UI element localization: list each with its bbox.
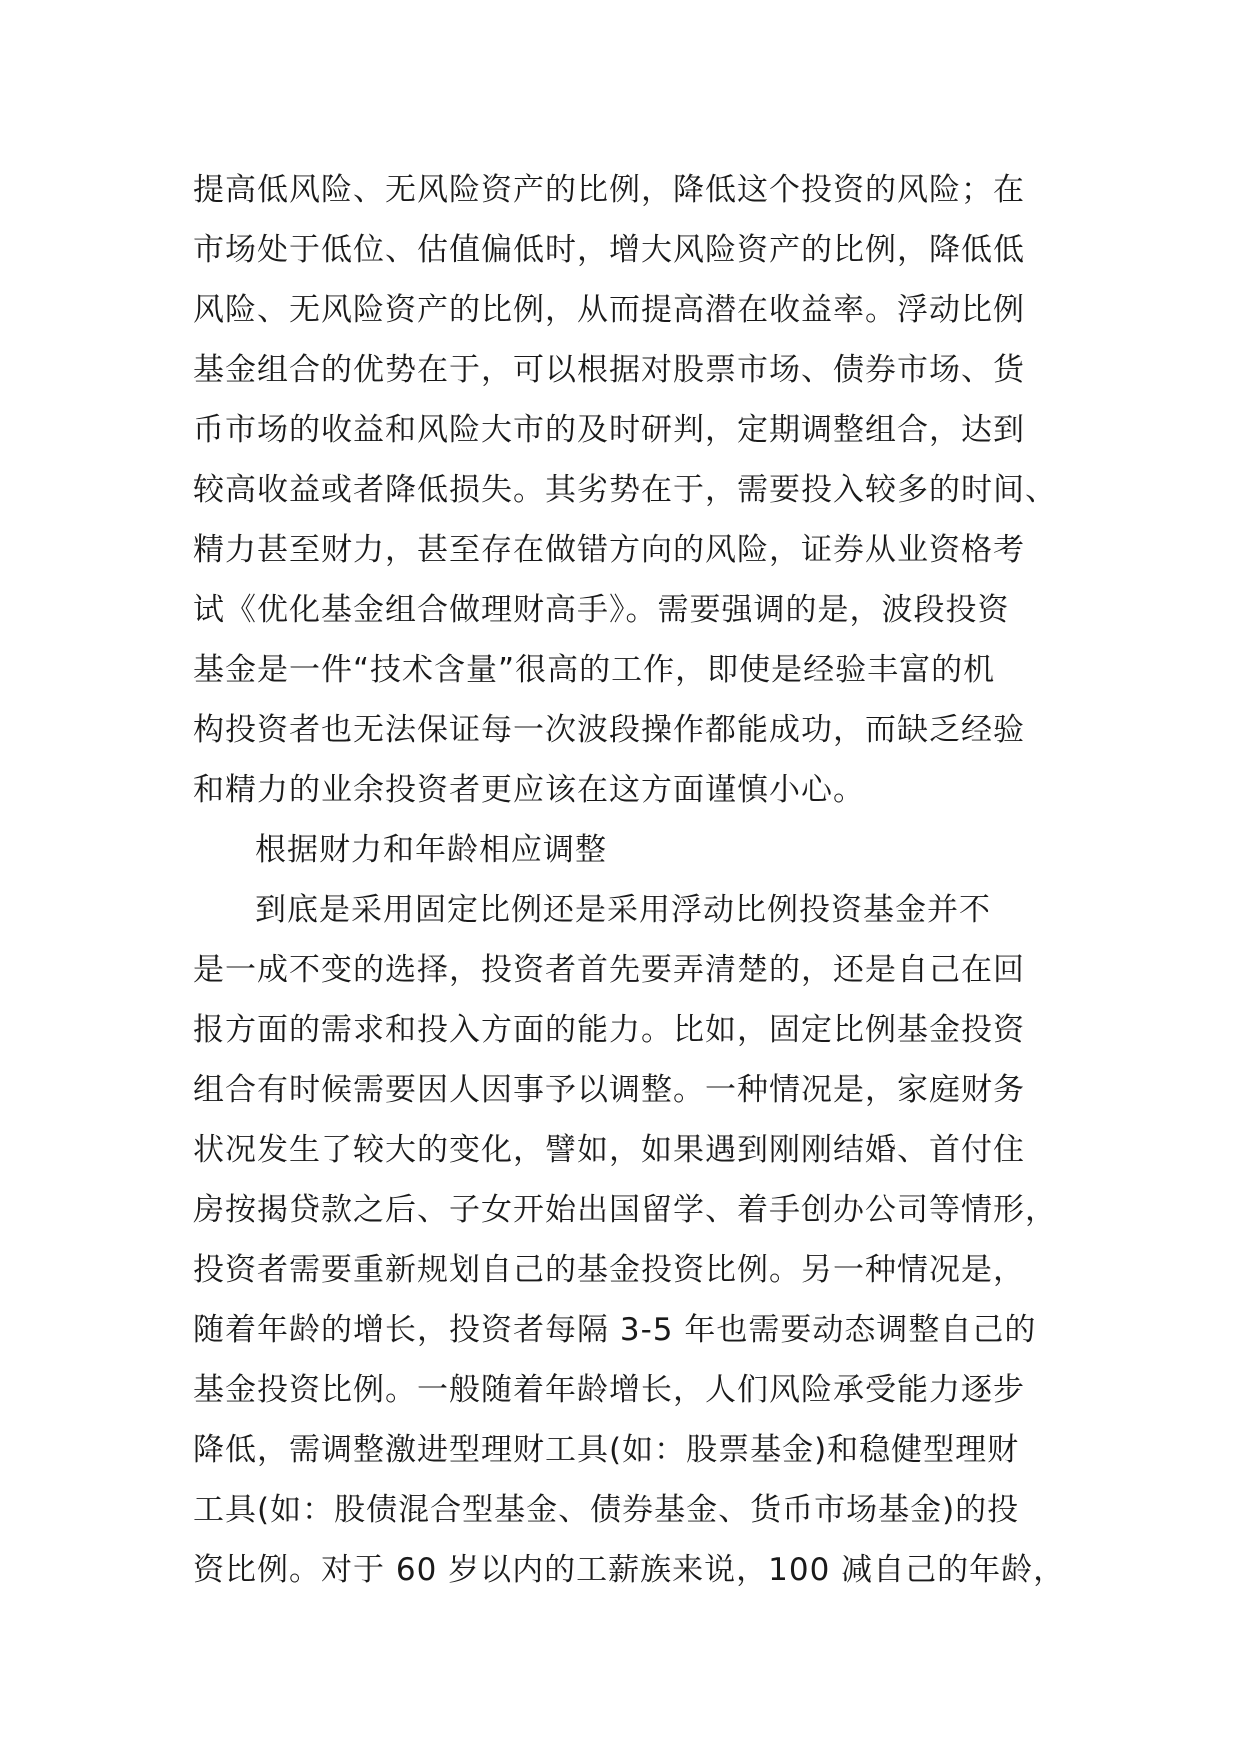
text-line: 房按揭贷款之后、子女开始出国留学、着手创办公司等情形， (193, 1192, 1057, 1228)
text-line: 随着年龄的增长，投资者每隔 3-5 年也需要动态调整自己的 (193, 1312, 1037, 1348)
text-line: 市场处于低位、估值偏低时，增大风险资产的比例，降低低 (193, 232, 1025, 268)
text-line: 工具(如：股债混合型基金、债券基金、货币市场基金)的投 (193, 1492, 1020, 1528)
text-line: 是一成不变的选择，投资者首先要弄清楚的，还是自己在回 (193, 952, 1025, 988)
text-line: 和精力的业余投资者更应该在这方面谨慎小心。 (193, 772, 865, 808)
text-line: 组合有时候需要因人因事予以调整。一种情况是，家庭财务 (193, 1072, 1025, 1108)
text-line: 投资者需要重新规划自己的基金投资比例。另一种情况是， (193, 1252, 1025, 1288)
text-line: 基金是一件“技术含量”很高的工作，即使是经验丰富的机 (193, 652, 996, 688)
text-line: 状况发生了较大的变化，譬如，如果遇到刚刚结婚、首付住 (193, 1132, 1025, 1168)
text-line: 基金组合的优势在于，可以根据对股票市场、债券市场、货 (193, 352, 1025, 388)
text-line: 较高收益或者降低损失。其劣势在于，需要投入较多的时间、 (193, 472, 1057, 508)
text-line: 风险、无风险资产的比例，从而提高潜在收益率。浮动比例 (193, 292, 1025, 328)
text-line: 到底是采用固定比例还是采用浮动比例投资基金并不 (255, 892, 991, 928)
text-line: 报方面的需求和投入方面的能力。比如，固定比例基金投资 (193, 1012, 1025, 1048)
text-line: 基金投资比例。一般随着年龄增长，人们风险承受能力逐步 (193, 1372, 1025, 1408)
text-line: 降低，需调整激进型理财工具(如：股票基金)和稳健型理财 (193, 1432, 1020, 1468)
section-heading: 根据财力和年龄相应调整 (255, 832, 607, 868)
text-line: 精力甚至财力，甚至存在做错方向的风险，证券从业资格考 (193, 532, 1025, 568)
text-line: 提高低风险、无风险资产的比例，降低这个投资的风险；在 (193, 172, 1025, 208)
text-line: 资比例。对于 60 岁以内的工薪族来说，100 减自己的年龄， (193, 1552, 1066, 1588)
text-line: 试《优化基金组合做理财高手》。需要强调的是，波段投资 (193, 592, 1010, 628)
text-line: 构投资者也无法保证每一次波段操作都能成功，而缺乏经验 (193, 712, 1025, 748)
text-line: 币市场的收益和风险大市的及时研判，定期调整组合，达到 (193, 412, 1025, 448)
body-text (193, 160, 1066, 1600)
